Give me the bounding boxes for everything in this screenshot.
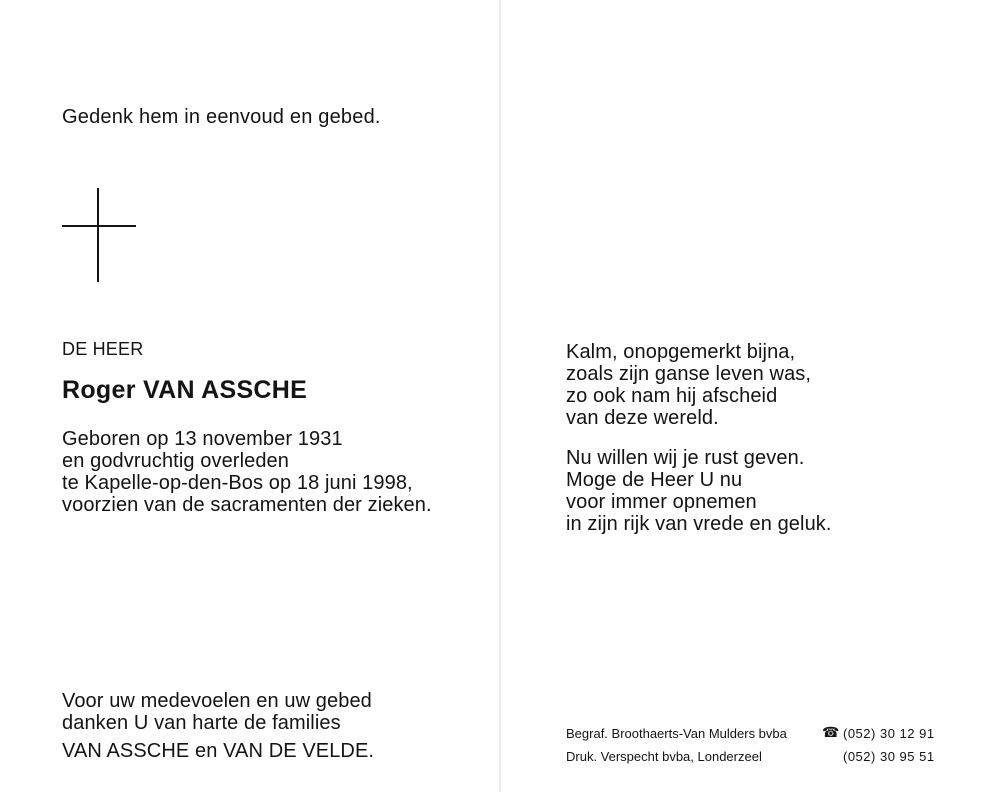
biography — [62, 428, 432, 516]
poem-line: van deze wereld. — [566, 407, 719, 429]
left-panel — [0, 0, 499, 792]
family-names: VAN ASSCHE en VAN DE VELDE. — [62, 740, 375, 762]
bio-line: en godvruchtig overleden — [62, 450, 289, 472]
motto: Gedenk hem in eenvoud en gebed. — [62, 106, 381, 128]
poem-line: Kalm, onopgemerkt bijna, — [566, 341, 796, 363]
salutation: DE HEER — [62, 339, 144, 359]
thanks-line: Voor uw medevoelen en uw gebed — [62, 690, 372, 712]
printer-phone: (052) 30 95 51 — [843, 749, 935, 764]
poem-stanza-2 — [566, 447, 832, 535]
poem-line: voor immer opnemen — [566, 491, 757, 513]
poem-line: Nu willen wij je rust geven. — [566, 447, 805, 469]
bio-line: te Kapelle-op-den-Bos op 18 juni 1998, — [62, 472, 413, 494]
undertaker-credit: Begraf. Broothaerts-Van Mulders bvba — [566, 726, 787, 741]
deceased-name: Roger VAN ASSCHE — [62, 376, 308, 404]
cross-icon — [62, 188, 136, 282]
poem-line: Moge de Heer U nu — [566, 469, 743, 491]
poem-line: zoals zijn ganse leven was, — [566, 363, 812, 385]
poem-line: zo ook nam hij afscheid — [566, 385, 778, 407]
thanks-line: danken U van harte de families — [62, 712, 341, 734]
undertaker-phone: (052) 30 12 91 — [843, 726, 935, 741]
thanks-note — [62, 690, 374, 762]
bio-line: Geboren op 13 november 1931 — [62, 428, 343, 450]
telephone-icon: ☎ — [822, 724, 840, 740]
right-panel — [501, 0, 1000, 792]
printer-credit: Druk. Verspecht bvba, Londerzeel — [566, 749, 762, 764]
poem-stanza-1 — [566, 341, 811, 429]
bio-line: voorzien van de sacramenten der zieken. — [62, 494, 432, 516]
poem-line: in zijn rijk van vrede en geluk. — [566, 513, 832, 535]
